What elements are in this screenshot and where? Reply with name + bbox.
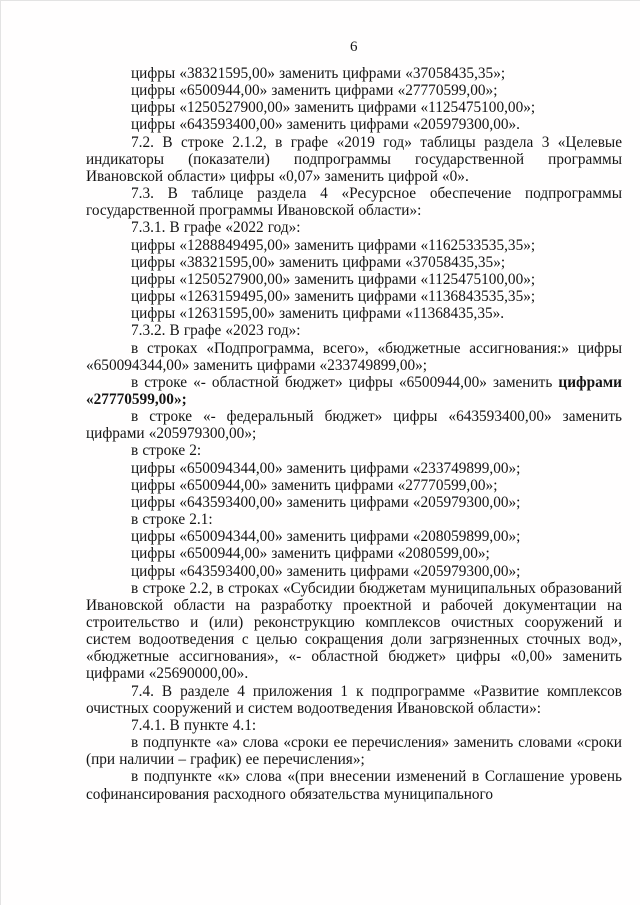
text-segment: цифры «1250527900,00» заменить цифрами «1125475100,00»; bbox=[131, 270, 536, 288]
text-segment: цифры «1263159495,00» заменить цифрами «1136843535,35»; bbox=[131, 288, 536, 306]
text-segment: цифры «38321595,00» заменить цифрами «37058435,35»; bbox=[131, 65, 506, 82]
text-segment: цифры «643593400,00» заменить цифрами «205979300,00»; bbox=[131, 493, 521, 511]
paragraph bbox=[86, 254, 622, 271]
text-segment: в строке «- федеральный бюджет» цифры «643593400,00» заменить цифрами «205979300,00»; bbox=[86, 408, 622, 443]
paragraph bbox=[86, 511, 622, 528]
paragraph bbox=[86, 271, 622, 288]
text-segment: в строке 2: bbox=[131, 442, 202, 460]
paragraph bbox=[86, 219, 622, 236]
paragraph bbox=[86, 116, 622, 133]
text-segment: в строке «- областной бюджет» цифры «6500944,00» заменить bbox=[131, 373, 559, 391]
paragraph bbox=[86, 134, 622, 185]
paragraph bbox=[86, 683, 622, 717]
text-segment: цифры «650094344,00» заменить цифрами «233749899,00»; bbox=[131, 459, 521, 477]
text-segment: 7.4. В разделе 4 приложения 1 к подпрограмме «Развитие комплексов очистных сооружений и систем водоотведения Ивановской области»: bbox=[86, 682, 622, 717]
paragraph bbox=[86, 237, 622, 254]
text-segment: 7.4.1. В пункте 4.1: bbox=[131, 716, 257, 734]
paragraph bbox=[86, 305, 622, 322]
paragraph bbox=[86, 768, 622, 802]
paragraph bbox=[86, 288, 622, 305]
text-segment: 7.2. В строке 2.1.2, в графе «2019 год» таблицы раздела 3 «Целевые индикаторы (показатели) подпрограммы государственной программы Ивановской области» цифры «0,07» заменить цифрой «0». bbox=[86, 133, 622, 185]
text-segment: цифры «643593400,00» заменить цифрами «205979300,00». bbox=[131, 116, 520, 134]
bold-text: цифрами «27770599,00»; bbox=[86, 373, 622, 408]
text-segment: в строке 2.1: bbox=[131, 511, 213, 529]
paragraph bbox=[86, 340, 622, 374]
page-number: 6 bbox=[350, 39, 358, 55]
paragraph bbox=[86, 717, 622, 734]
text-segment: цифры «643593400,00» заменить цифрами «205979300,00»; bbox=[131, 562, 521, 580]
document-body bbox=[86, 65, 622, 803]
paragraph bbox=[86, 442, 622, 459]
text-segment: в подпункте «а» слова «сроки ее перечисления» заменить словами «сроки (при наличии – график) ее перечисления»; bbox=[86, 734, 622, 769]
text-segment: в строке 2.2, в строках «Субсидии бюджетам муниципальных образований Ивановской области на разработку проектной и рабочей документации на строительство и (или) реконструкцию комплексов очистных сооружений и систем водоотведения с целью сокращения доли загрязненных сточных вод», «бюджетные ассигнования», «- областной бюджет» цифры «0,00» заменить цифрами «25690000,00». bbox=[86, 579, 622, 683]
paragraph bbox=[86, 580, 622, 683]
paragraph bbox=[86, 528, 622, 545]
text-segment: цифры «12631595,00» заменить цифрами «11368435,35». bbox=[131, 305, 505, 323]
paragraph bbox=[86, 82, 622, 99]
paragraph bbox=[86, 185, 622, 219]
paragraph bbox=[86, 460, 622, 477]
text-segment: 7.3. В таблице раздела 4 «Ресурсное обеспечение подпрограммы государственной программы Ивановской области»: bbox=[86, 185, 622, 220]
text-segment: 7.3.1. В графе «2022 год»: bbox=[131, 219, 301, 237]
paragraph bbox=[86, 563, 622, 580]
paragraph bbox=[86, 408, 622, 442]
paragraph bbox=[86, 99, 622, 116]
text-segment: 7.3.2. В графе «2023 год»: bbox=[131, 322, 301, 340]
text-segment: цифры «1250527900,00» заменить цифрами «1125475100,00»; bbox=[131, 99, 536, 117]
text-segment: цифры «6500944,00» заменить цифрами «27770599,00»; bbox=[131, 82, 498, 100]
paragraph bbox=[86, 734, 622, 768]
paragraph bbox=[86, 65, 622, 82]
text-segment: цифры «38321595,00» заменить цифрами «37058435,35»; bbox=[131, 253, 506, 271]
text-segment: цифры «650094344,00» заменить цифрами «208059899,00»; bbox=[131, 528, 521, 546]
text-segment: в строках «Подпрограмма, всего», «бюджетные ассигнования:» цифры «650094344,00» заменить цифрами «233749899,00»; bbox=[86, 339, 622, 374]
paragraph bbox=[86, 494, 622, 511]
paragraph bbox=[86, 374, 622, 408]
text-segment: цифры «6500944,00» заменить цифрами «27770599,00»; bbox=[131, 476, 498, 494]
text-segment: цифры «6500944,00» заменить цифрами «2080599,00»; bbox=[131, 545, 490, 563]
text-segment: в подпункте «к» слова «(при внесении изменений в Соглашение уровень софинансирования расходного обязательства муниципального bbox=[86, 768, 622, 803]
text-segment: цифры «1288849495,00» заменить цифрами «1162533535,35»; bbox=[131, 236, 536, 254]
paragraph bbox=[86, 322, 622, 339]
paragraph bbox=[86, 477, 622, 494]
paragraph bbox=[86, 545, 622, 562]
